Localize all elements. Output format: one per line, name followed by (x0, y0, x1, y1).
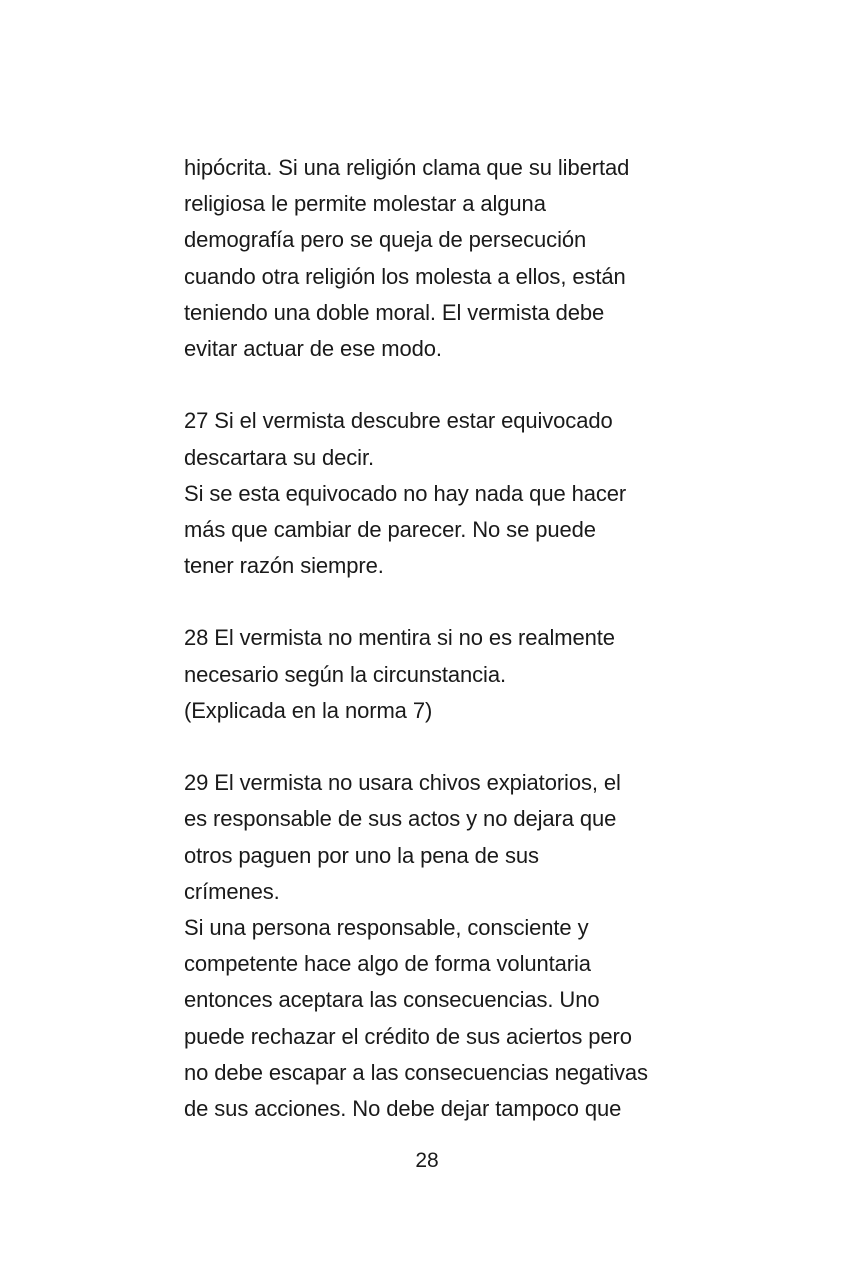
text-line: Si se esta equivocado no hay nada que hacer (184, 480, 627, 506)
paragraph-spacer (184, 367, 684, 403)
paragraph-intro-continuation (184, 150, 684, 367)
text-line: es responsable de sus actos y no dejara que (184, 806, 617, 832)
text-line: necesario según la circunstancia. (184, 661, 506, 687)
text-line: tener razón siempre. (184, 553, 384, 579)
paragraph-spacer (184, 584, 684, 620)
page-number: 28 (415, 1149, 439, 1172)
text-line: entonces aceptara las consecuencias. Uno (184, 987, 600, 1013)
text-line: más que cambiar de parecer. No se puede (184, 516, 596, 542)
text-line: religiosa le permite molestar a alguna (184, 191, 546, 217)
text-line: otros paguen por uno la pena de sus (184, 842, 539, 868)
text-line: competente hace algo de forma voluntaria (184, 951, 591, 977)
text-line: cuando otra religión los molesta a ellos, están (184, 263, 626, 289)
paragraph-norm-28 (184, 620, 684, 729)
text-line: 27 Si el vermista descubre estar equivocado (184, 408, 613, 434)
text-line: teniendo una doble moral. El vermista debe (184, 299, 605, 325)
text-line: evitar actuar de ese modo. (184, 335, 442, 361)
text-line: crímenes. (184, 878, 280, 904)
text-line: descartara su decir. (184, 444, 374, 470)
text-line: demografía pero se queja de persecución (184, 227, 587, 253)
body-text (184, 150, 684, 1127)
text-line: 28 El vermista no mentira si no es realmente (184, 625, 615, 651)
paragraph-spacer (184, 729, 684, 765)
text-line: 29 El vermista no usara chivos expiatorios, el (184, 770, 621, 796)
text-line: de sus acciones. No debe dejar tampoco que (184, 1095, 622, 1121)
text-line: (Explicada en la norma 7) (184, 697, 433, 723)
text-line: no debe escapar a las consecuencias negativas (184, 1059, 648, 1085)
text-line: puede rechazar el crédito de sus aciertos pero (184, 1023, 632, 1049)
text-line: hipócrita. Si una religión clama que su libertad (184, 155, 630, 180)
paragraph-norm-27 (184, 403, 684, 584)
text-line: Si una persona responsable, consciente y (184, 914, 589, 940)
paragraph-norm-29 (184, 765, 684, 1127)
